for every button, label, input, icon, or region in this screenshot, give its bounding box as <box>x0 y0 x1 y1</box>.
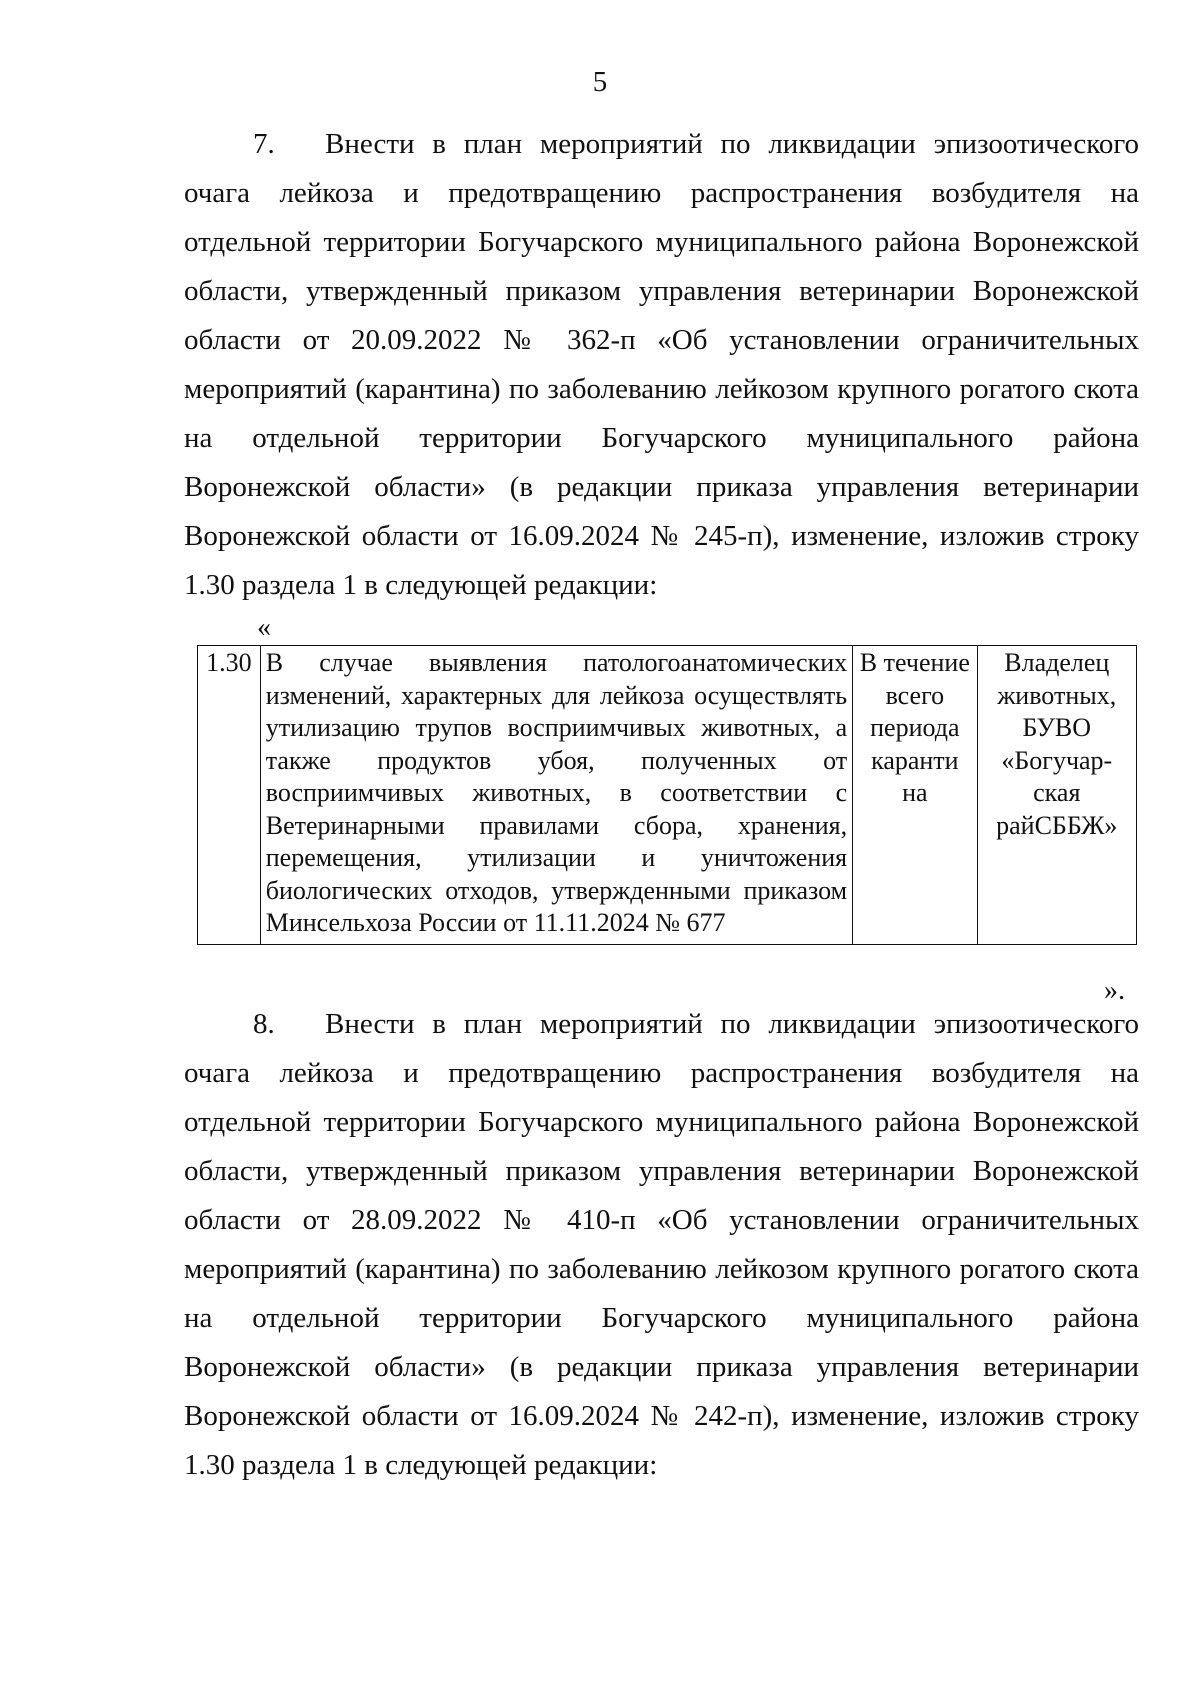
row-number-cell: 1.30 <box>198 646 261 945</box>
closing-quote: ». <box>1104 975 1125 1006</box>
item-text: Внести в план мероприятий по ликвидации эпизоотического очага лейкоза и предотвращению распространения возбудителя на отдельной территории Богучарского муниципального района Воронежской области, утвержденный приказом управления ветеринарии Воронежской области от 20.09.2022 № 362-п «Об установлении ограничительных мероприятий (карантина) по заболеванию лейкозом крупного рогатого скота на отдельной территории Богучарского муниципального района Воронежской области» (в редакции приказа управления ветеринарии Воронежской области от 16.09.2024 № 245-п), изменение, изложив строку 1.30 раздела 1 в следующей редакции: <box>184 128 1139 601</box>
item-number: 8. <box>253 1008 275 1040</box>
item-text: Внести в план мероприятий по ликвидации эпизоотического очага лейкоза и предотвращению распространения возбудителя на отдельной территории Богучарского муниципального района Воронежской области, утвержденный приказом управления ветеринарии Воронежской области от 28.09.2022 № 410-п «Об установлении ограничительных мероприятий (карантина) по заболеванию лейкозом крупного рогатого скота на отдельной территории Богучарского муниципального района Воронежской области» (в редакции приказа управления ветеринарии Воронежской области от 16.09.2024 № 242-п), изменение, изложив строку 1.30 раздела 1 в следующей редакции: <box>184 1008 1139 1481</box>
paragraph-item-8 <box>184 1000 1139 1490</box>
term-cell: В течение всего периода каранти на <box>853 646 977 945</box>
measure-cell: В случае выявления патологоанатомических изменений, характерных для лейкоза осуществлять утилизацию трупов восприимчивых животных, а также продуктов убоя, полученных от восприимчивых животных, в соответствии с Ветеринарными правилами сбора, хранения, перемещения, утилизации и уничтожения биологических отходов, утвержденными приказом Минсельхоза России от 11.11.2024 № 677 <box>260 646 852 945</box>
paragraph-item-7 <box>184 120 1139 610</box>
opening-quote: « <box>257 612 271 643</box>
plan-row-table <box>197 645 1137 945</box>
responsible-cell: Владелец животных, БУВО «Богучар-ская райСББЖ» <box>977 646 1136 945</box>
item-number: 7. <box>253 128 275 160</box>
table-row <box>198 646 1137 945</box>
page-number: 5 <box>592 66 608 98</box>
